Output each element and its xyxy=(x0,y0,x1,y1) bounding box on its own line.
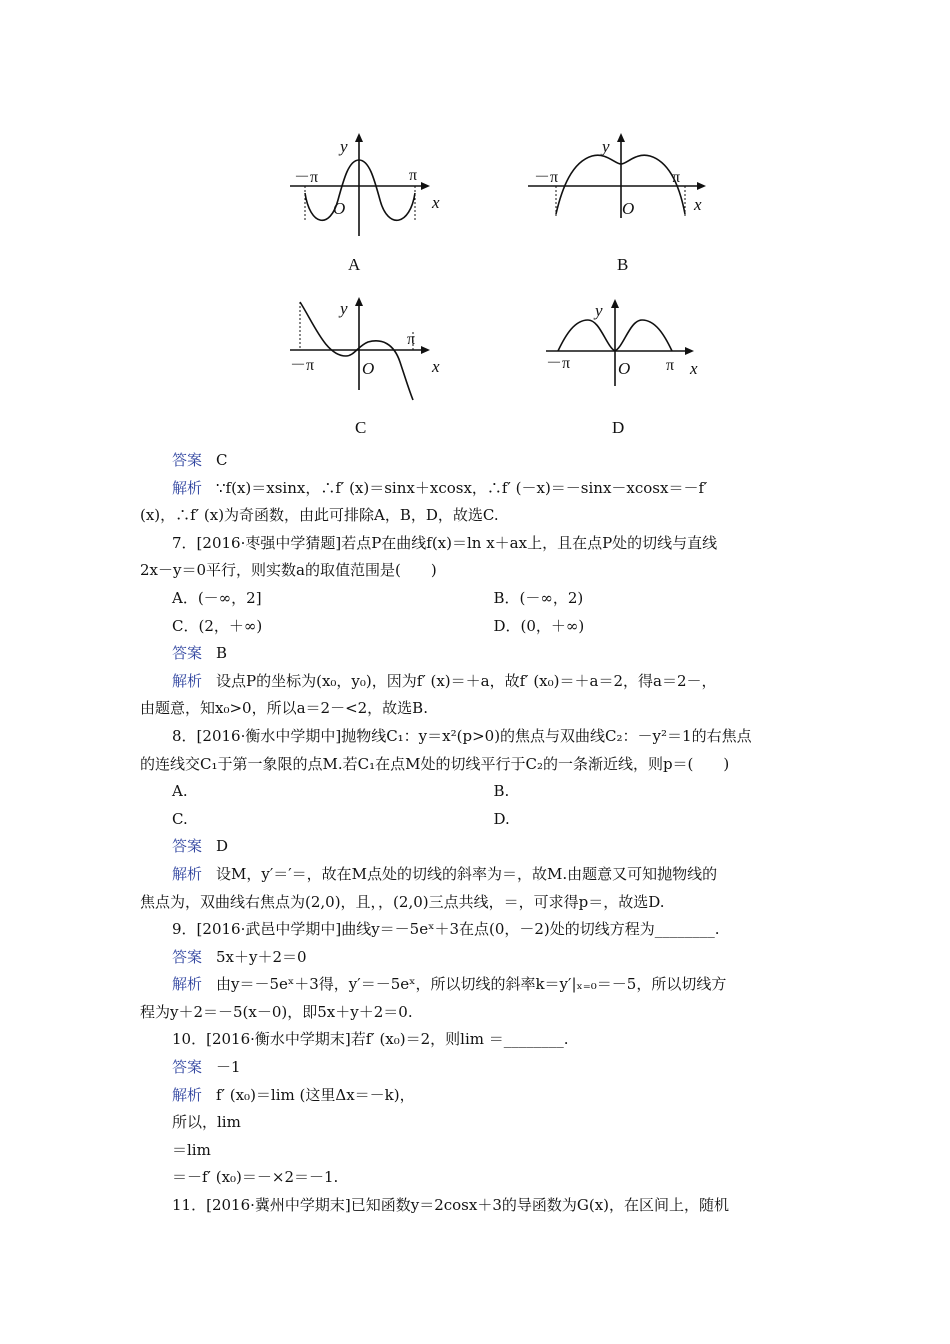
line-text: f′ (x₀)＝lim (这里Δx＝－k)， xyxy=(216,1085,415,1104)
panel-a-left-tick: －π xyxy=(294,169,319,186)
answer-line xyxy=(140,833,815,861)
answer-options-row xyxy=(140,778,815,806)
function-graphs-figure xyxy=(270,118,714,444)
answer-line xyxy=(140,447,815,475)
text-line xyxy=(140,999,815,1027)
panel-a-right-tick: π xyxy=(409,167,418,184)
panel-c-x-label: x xyxy=(432,357,440,376)
panel-b-left-tick: －π xyxy=(534,169,559,186)
section-label: 解析 xyxy=(172,478,203,497)
answer-option: D. xyxy=(493,809,510,828)
answer-option: A. xyxy=(172,782,188,801)
panel-c-origin: O xyxy=(362,359,375,378)
answer-options-row xyxy=(140,806,815,834)
analysis-line xyxy=(140,1082,815,1110)
panel-c-right-tick: π xyxy=(407,331,416,348)
line-text: 11．[2016·冀州中学期末]已知函数y＝2cosx＋3的导函数为G(x)，在区间上，随机 xyxy=(172,1196,730,1215)
line-text: D xyxy=(216,837,229,856)
panel-c-left-tick: －π xyxy=(290,357,315,374)
panel-a-y-label: y xyxy=(340,137,348,156)
line-text: 焦点为，双曲线右焦点为(2,0)，且，，(2,0)三点共线，＝，可求得p＝，故选D. xyxy=(140,892,665,911)
line-text: 10．[2016·衡水中学期末]若f′ (x₀)＝2，则lim ＝________. xyxy=(172,1030,569,1049)
analysis-line xyxy=(140,475,815,503)
panel-d-right-tick: π xyxy=(666,357,675,374)
line-text: 7．[2016·枣强中学猜题]若点P在曲线f(x)＝ln x＋ax上，且在点P处的切线与直线 xyxy=(172,533,718,552)
panel-c-caption: C xyxy=(355,418,367,437)
line-text: 的连线交C₁于第一象限的点M.若C₁在点M处的切线平行于C₂的一条渐近线，则p＝( ) xyxy=(140,754,730,773)
panel-b-y-label: y xyxy=(602,137,610,156)
panel-d-left-tick: －π xyxy=(546,355,571,372)
panel-a-caption: A xyxy=(348,255,361,274)
text-line xyxy=(140,502,815,530)
answer-option: C．(2，＋∞) xyxy=(172,616,263,635)
answer-option: C. xyxy=(172,809,188,828)
line-text: ∵f(x)＝xsinx，∴f′ (x)＝sinx＋xcosx，∴f′ (－x)＝－sinx－xcosx＝－f′ xyxy=(216,478,708,497)
panel-b-x-label: x xyxy=(694,195,702,214)
line-text: 设M，y′＝′＝，故在M点处的切线的斜率为＝，故M.由题意又可知抛物线的 xyxy=(216,864,718,883)
text-line xyxy=(140,557,815,585)
section-label: 解析 xyxy=(172,671,203,690)
text-line xyxy=(140,889,815,917)
analysis-line xyxy=(140,668,815,696)
line-text: 所以，lim xyxy=(172,1113,241,1132)
section-label: 解析 xyxy=(172,1085,203,1104)
graph-panel-d xyxy=(546,299,698,437)
line-text: 由题意，知x₀>0，所以a＝2－<2，故选B. xyxy=(140,699,428,718)
line-text: ＝－f′ (x₀)＝－×2＝－1. xyxy=(172,1168,339,1187)
document-body xyxy=(140,447,815,1220)
answer-line xyxy=(140,944,815,972)
panel-a-origin: O xyxy=(333,199,346,218)
panel-d-x-label: x xyxy=(690,359,698,378)
analysis-line xyxy=(140,971,815,999)
analysis-line xyxy=(140,861,815,889)
text-line xyxy=(140,1137,815,1165)
line-text: ＝lim xyxy=(172,1140,211,1159)
line-text: 设点P的坐标为(x₀，y₀)，因为f′ (x)＝＋a，故f′ (x₀)＝＋a＝2，得a＝2－， xyxy=(216,671,717,690)
line-text: (x)，∴f′ (x)为奇函数，由此可排除A，B，D，故选C. xyxy=(140,506,499,525)
text-line xyxy=(140,695,815,723)
graph-panel-a xyxy=(290,133,440,274)
section-label: 答案 xyxy=(172,1058,203,1077)
text-line xyxy=(140,1164,815,1192)
text-line xyxy=(140,1026,815,1054)
section-label: 答案 xyxy=(172,451,203,469)
panel-d-caption: D xyxy=(612,418,625,437)
section-label: 答案 xyxy=(172,837,203,856)
panel-c-y-label: y xyxy=(340,299,348,318)
answer-option: B. xyxy=(493,782,510,801)
text-line xyxy=(140,723,815,751)
graph-panel-c xyxy=(290,297,440,437)
panel-d-origin: O xyxy=(618,359,631,378)
panel-d-y-label: y xyxy=(595,301,603,320)
graphs-svg xyxy=(270,118,714,444)
graph-panel-b xyxy=(528,133,706,274)
answer-options-row xyxy=(140,613,815,641)
text-line xyxy=(140,530,815,558)
line-text: C xyxy=(216,451,228,469)
line-text: 由y＝－5eˣ＋3得，y′＝－5eˣ，所以切线的斜率k＝y′|ₓ₌₀＝－5，所以切线方 xyxy=(216,975,727,994)
line-text: 2x－y＝0平行，则实数a的取值范围是( ) xyxy=(140,561,437,580)
section-label: 解析 xyxy=(172,975,203,994)
text-line xyxy=(140,1192,815,1220)
line-text: 程为y＋2＝－5(x－0)，即5x＋y＋2＝0. xyxy=(140,1002,413,1021)
section-label: 解析 xyxy=(172,864,203,883)
answer-option: D．(0，＋∞) xyxy=(493,616,585,635)
text-line xyxy=(140,1109,815,1137)
panel-b-origin: O xyxy=(622,199,635,218)
answer-option: A．(－∞，2] xyxy=(172,588,262,607)
panel-b-caption: B xyxy=(617,255,629,274)
line-text: 5x＋y＋2＝0 xyxy=(216,947,307,966)
text-line xyxy=(140,751,815,779)
answer-option: B．(－∞，2) xyxy=(493,588,584,607)
panel-b-right-tick: π xyxy=(672,169,681,186)
answer-line xyxy=(140,640,815,668)
line-text: B xyxy=(216,644,228,663)
section-label: 答案 xyxy=(172,644,203,663)
line-text: －1 xyxy=(216,1058,241,1077)
answer-line xyxy=(140,1054,815,1082)
panel-a-x-label: x xyxy=(432,193,440,212)
answer-options-row xyxy=(140,585,815,613)
line-text: 8．[2016·衡水中学期中]抛物线C₁：y＝x²(p>0)的焦点与双曲线C₂：－y²＝1的右焦点 xyxy=(172,726,752,745)
line-text: 9．[2016·武邑中学期中]曲线y＝－5eˣ＋3在点(0，－2)处的切线方程为________. xyxy=(172,920,720,939)
section-label: 答案 xyxy=(172,947,203,966)
text-line xyxy=(140,916,815,944)
